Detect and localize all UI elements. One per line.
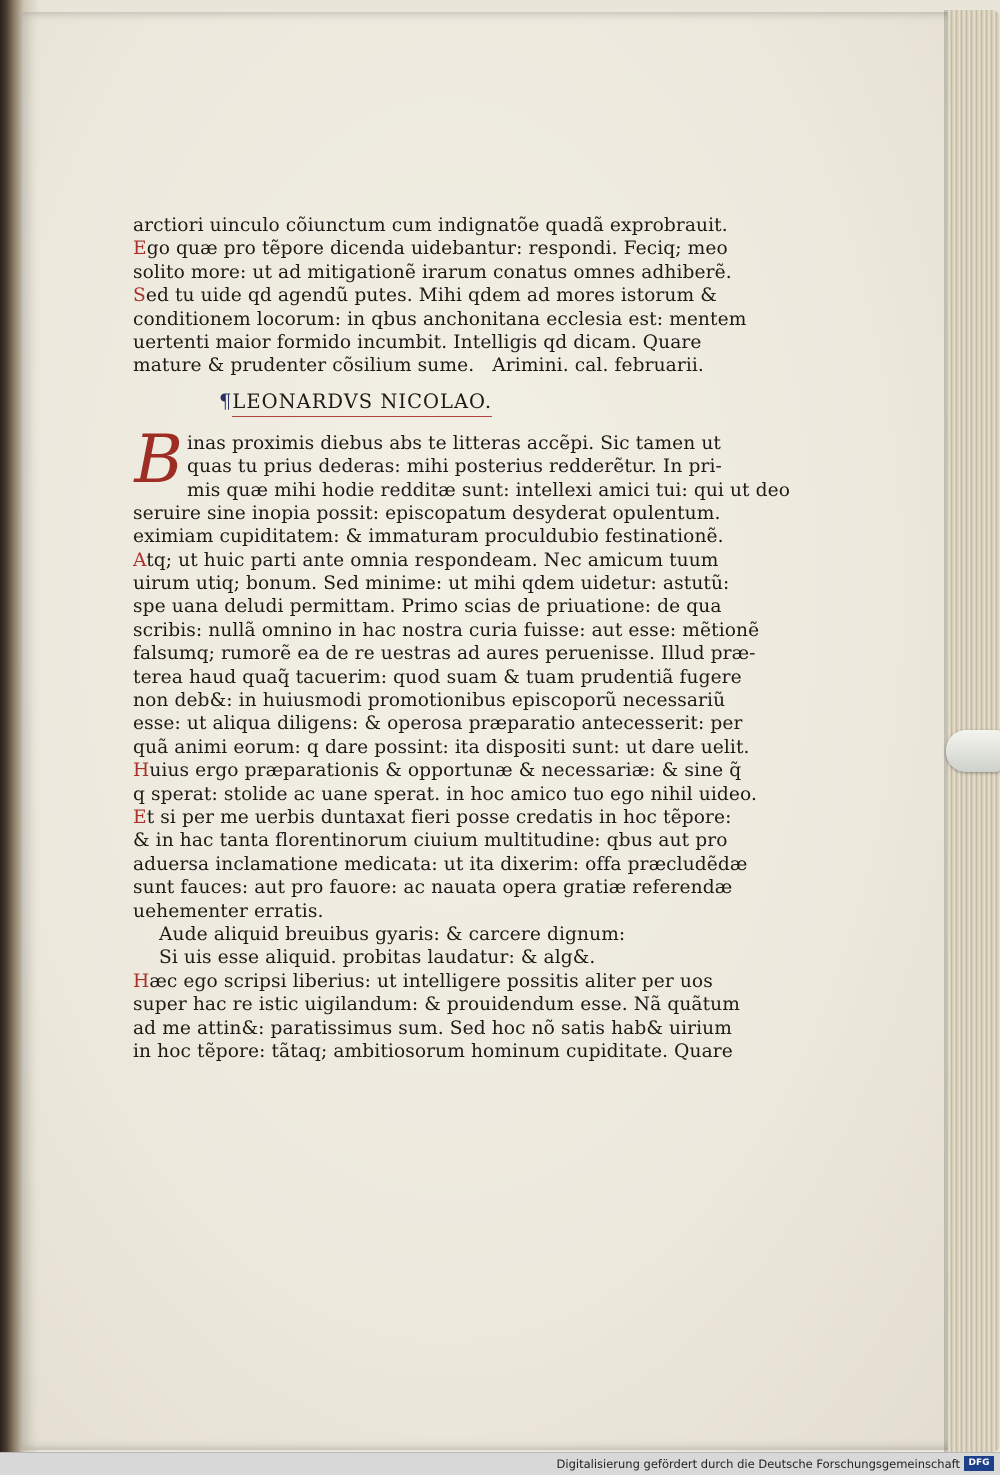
- text-line: inas proximis diebus abs te litteras accẽpi. Sic tamen ut: [187, 432, 722, 454]
- text-line: mis quæ mihi hodie redditæ sunt: intellexi amici tui: qui ut deo: [187, 479, 791, 501]
- rubricated-initial: H: [133, 760, 150, 782]
- paragraph-mark-icon: ¶: [219, 389, 233, 413]
- printed-text-block: [133, 214, 791, 1063]
- rubricated-initial: A: [133, 549, 147, 571]
- text-line: Hæc ego scripsi liberius: ut intelligere possitis aliter per uos: [133, 970, 713, 992]
- rubricated-initial: E: [133, 238, 147, 260]
- footer-credit: Digitalisierung gefördert durch die Deutsche Forschungsgemeinschaft: [556, 1457, 960, 1471]
- text-line: eximiam cupiditatem: & immaturam proculdubio festinationẽ.: [133, 526, 724, 548]
- footer-bar: [0, 1452, 1000, 1475]
- text-line: Aude aliquid breuibus gyaris: & carcere dignum:: [159, 923, 626, 945]
- text-line: ad me attin&: paratissimus sum. Sed hoc nõ satis hab& uirium: [133, 1017, 732, 1039]
- text-line: seruire sine inopia possit: episcopatum desyderat opulentum.: [133, 502, 721, 524]
- text-line: uirum utiq; bonum. Sed minime: ut mihi qdem uidetur: astutũ:: [133, 573, 730, 595]
- rubricated-initial: S: [133, 285, 146, 307]
- text-line: q sperat: stolide ac uane sperat. in hoc amico tuo ego nihil uideo.: [133, 783, 757, 805]
- heading-text: LEONARDVS NICOLAO.: [232, 390, 492, 417]
- dfg-logo: DFG: [964, 1456, 994, 1471]
- text-section-top: [133, 214, 747, 378]
- illuminated-initial: B: [134, 420, 183, 498]
- text-line: Ego quæ pro tẽpore dicenda uidebantur: respondi. Feciq; meo: [133, 238, 728, 260]
- text-line: falsumq; rumorẽ ea de re uestras ad aures peruenisse. Illud præ-: [133, 643, 756, 665]
- text-line: non deb&: in huiusmodi promotionibus episcoporũ necessariũ: [133, 690, 726, 712]
- text-section-end: [133, 970, 740, 1064]
- text-line: Atq; ut huic parti ante omnia respondeam. Nec amicum tuum: [133, 549, 719, 571]
- letter-heading: [219, 390, 673, 420]
- text-line: spe uana deludi permittam. Primo scias de priuatione: de qua: [133, 596, 722, 618]
- text-line: uertenti maior formido incumbit. Intelligis qd dicam. Quare: [133, 331, 702, 353]
- verse-block: [133, 923, 673, 970]
- text-line: Sed tu uide qd agendũ putes. Mihi qdem ad mores istorum &: [133, 285, 717, 307]
- text-line: mature & prudenter cõsilium sume. Arimini. cal. februarii.: [133, 355, 704, 377]
- rubricated-initial: E: [133, 806, 147, 828]
- text-section-main: [133, 479, 791, 923]
- text-line: & in hac tanta florentinorum ciuium multitudine: qbus aut pro: [133, 830, 728, 852]
- page-marker-tab: [946, 730, 1000, 772]
- text-line: scribis: nullã omnino in hac nostra curia fuisse: aut esse: mẽtionẽ: [133, 619, 760, 641]
- text-line: Si uis esse aliquid. probitas laudatur: & alg&.: [159, 947, 596, 969]
- text-line: quã animi eorum: q dare possint: ita dispositi sunt: ut dare uelit.: [133, 736, 750, 758]
- text-line: sunt fauces: aut pro fauore: ac nauata opera gratiæ referendæ: [133, 877, 733, 899]
- text-line: Et si per me uerbis duntaxat fieri posse credatis in hoc tẽpore:: [133, 806, 732, 828]
- text-line: conditionem locorum: in qbus anchonitana ecclesia est: mentem: [133, 308, 747, 330]
- text-line: in hoc tẽpore: tãtaq; ambitiosorum hominum cupiditate. Quare: [133, 1040, 733, 1062]
- rubricated-initial: H: [133, 970, 150, 992]
- text-line: super hac re istic uigilandum: & prouidendum esse. Nã quãtum: [133, 994, 740, 1016]
- text-line: esse: ut aliqua diligens: & operosa præparatio antecesserit: per: [133, 713, 743, 735]
- text-line: solito more: ut ad mitigationẽ irarum conatus omnes adhiberẽ.: [133, 261, 732, 283]
- text-line: Huius ergo præparationis & opportunæ & necessariæ: & sine q̃: [133, 760, 742, 782]
- text-line: arctiori uinculo cõiunctum cum indignatõe quadã exprobrauit.: [133, 215, 728, 236]
- text-line: terea haud quaq̃ tacuerim: quod suam & tuam prudentiã fugere: [133, 666, 742, 688]
- text-line: uehementer erratis.: [133, 900, 324, 922]
- text-line: aduersa inclamatione medicata: ut ita dixerim: offa præcludẽdæ: [133, 853, 748, 875]
- text-line: quas tu prius dederas: mihi posterius redderẽtur. In pri-: [187, 456, 722, 478]
